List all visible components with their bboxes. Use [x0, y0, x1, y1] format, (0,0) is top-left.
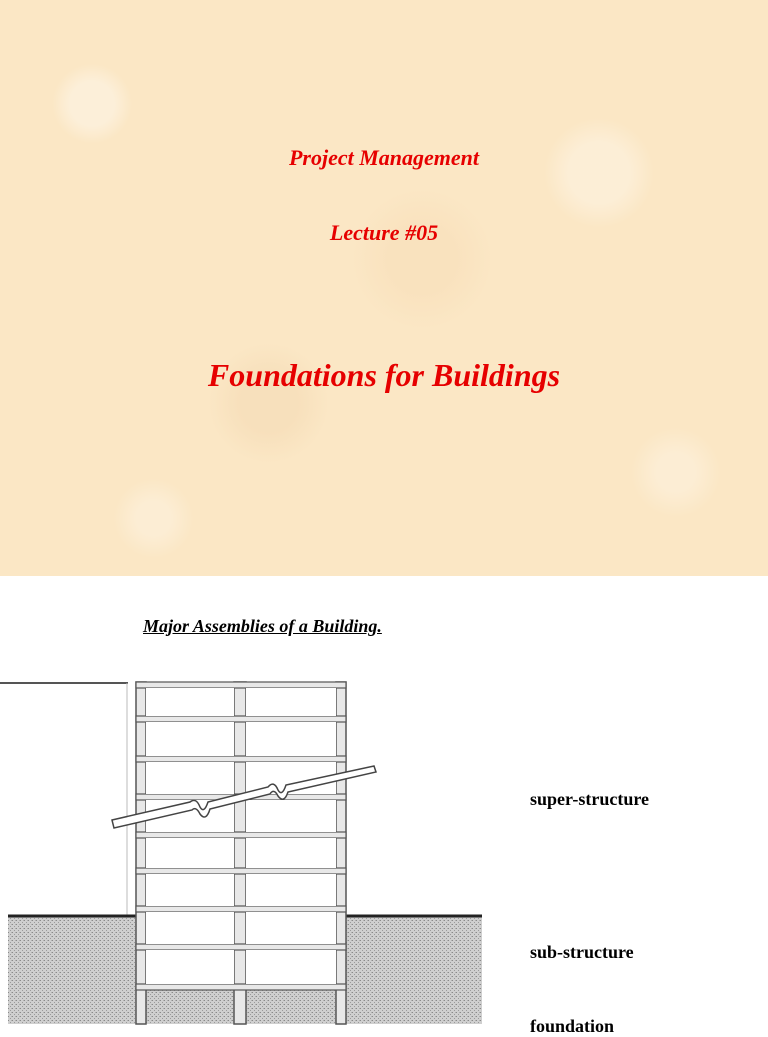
lecture-topic: Foundations for Buildings — [207, 357, 561, 393]
building-section-diagram — [0, 672, 500, 1024]
column-right — [336, 682, 346, 1024]
soil-right — [346, 916, 482, 1024]
super-structure-label: super-structure — [530, 789, 649, 809]
column-middle — [234, 682, 246, 1024]
column-left — [136, 682, 146, 1024]
course-title: Project Management — [288, 145, 480, 170]
diagram-slide — [0, 576, 768, 1036]
diagram-heading: Major Assemblies of a Building. — [143, 616, 382, 636]
foundation-label: foundation — [530, 1016, 615, 1036]
lecture-number: Lecture #05 — [329, 220, 439, 245]
sub-structure-label: sub-structure — [530, 942, 634, 962]
soil-left — [8, 916, 136, 1024]
